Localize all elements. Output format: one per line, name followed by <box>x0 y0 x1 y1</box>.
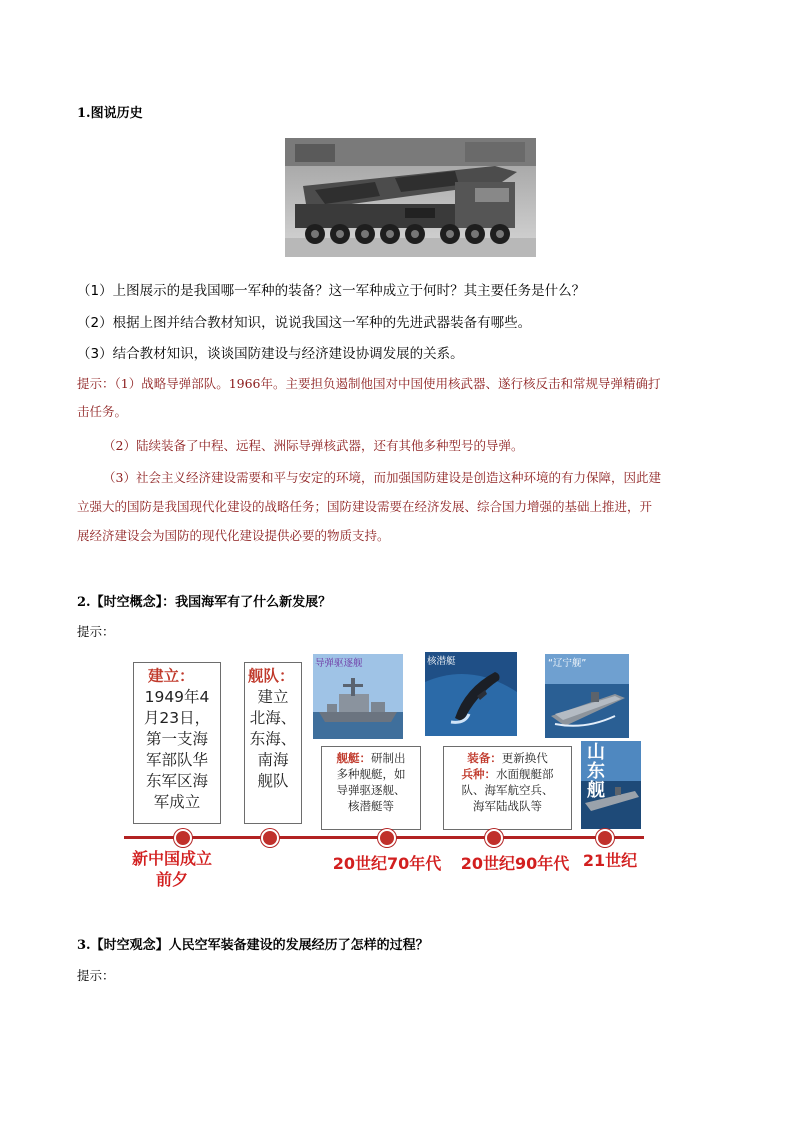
timeline-dot <box>378 829 396 847</box>
box4-text1: 更新换代 <box>501 751 548 765</box>
era1-line2: 前夕 <box>155 870 188 889</box>
destroyer-label: 导弹驱逐舰 <box>315 658 363 669</box>
box1-line: 军部队华 <box>145 751 208 769</box>
timeline-dot <box>596 829 614 847</box>
carrier-label: “辽宁舰” <box>548 658 587 669</box>
era1-line1: 新中国成立 <box>131 849 212 868</box>
box3-title: 舰艇： <box>336 751 371 765</box>
question-3: （3）结合教材知识，谈谈国防建设与经济建设协调发展的关系。 <box>77 346 464 362</box>
box1-line: 月23日， <box>143 709 211 727</box>
box2-line: 东海、 <box>249 730 297 748</box>
answer-3-line2: 立强大的国防是我国现代化建设的战略任务；国防建设需要在经济发展、综合国力增强的基础上推进，开 <box>77 499 653 514</box>
era-1970s: 20世纪70年代 <box>332 854 442 873</box>
box3-line: 多种舰艇，如 <box>336 767 406 781</box>
section3-heading: 3.【时空观念】人民空军装备建设的发展经历了怎样的过程？ <box>77 938 429 953</box>
box4-title1: 装备： <box>467 751 502 765</box>
section2-hint: 提示： <box>77 624 115 639</box>
shandong-carrier-photo <box>581 741 641 829</box>
box1-line: 军成立 <box>153 793 201 811</box>
box4-line: 队、海军航空兵、 <box>461 783 554 797</box>
missile-vehicle-photo <box>285 138 536 257</box>
section2-heading: 2.【时空概念】：我国海军有了什么新发展？ <box>77 595 332 610</box>
box2-line: 舰队 <box>257 772 289 790</box>
timeline-dot <box>174 829 192 847</box>
section1-heading: 1.图说历史 <box>77 106 143 121</box>
box4-title2: 兵种： <box>461 767 496 781</box>
equipment-box <box>443 746 572 830</box>
box1-line: 1949年4 <box>144 688 210 706</box>
box2-line: 南海 <box>257 751 289 769</box>
answer-1-line1: 提示：（1）战略导弹部队。1966年。主要担负遏制他国对中国使用核武器、遂行核反击和常规导弹精确打 <box>77 376 661 391</box>
answer-3-line1: （3）社会主义经济建设需要和平与安定的环境，而加强国防建设是创造这种环境的有力保障，因此建 <box>103 470 661 485</box>
box4-line: 海军陆战队等 <box>473 799 542 813</box>
box1-line: 第一支海 <box>145 730 208 748</box>
shandong-label: 山东舰 <box>587 742 605 801</box>
box4-text2: 水面舰艇部 <box>496 767 554 781</box>
box3-line: 导弹驱逐舰、 <box>336 783 406 797</box>
liaoning-carrier-photo <box>545 654 629 738</box>
question-2: （2）根据上图并结合教材知识，说说我国这一军种的先进武器装备有哪些。 <box>77 315 532 331</box>
timeline-dot <box>485 829 503 847</box>
box2-line: 北海、 <box>249 709 297 727</box>
era-founding <box>124 848 220 890</box>
box2-title: 舰队： <box>248 667 295 685</box>
answer-2: （2）陆续装备了中程、远程、洲际导弹核武器，还有其他多种型号的导弹。 <box>103 438 524 453</box>
submarine-label: 核潜艇 <box>427 656 456 667</box>
warships-box <box>321 746 421 830</box>
box2-line: 建立 <box>257 688 289 706</box>
question-1: （1）上图展示的是我国哪一军种的装备？这一军种成立于何时？其主要任务是什么？ <box>77 283 586 299</box>
box1-line: 东军区海 <box>145 772 208 790</box>
era-1990s: 20世纪90年代 <box>460 854 570 873</box>
answer-1-line2: 击任务。 <box>77 404 128 419</box>
answer-3-line3: 展经济建设会为国防的现代化建设提供必要的物质支持。 <box>77 528 390 543</box>
box1-title: 建立： <box>148 667 195 685</box>
era-21st-century: 21世纪 <box>582 851 638 870</box>
destroyer-photo <box>313 654 403 739</box>
box3-line: 核潜艇等 <box>348 799 394 813</box>
fleet-box <box>244 662 302 824</box>
section3-hint: 提示： <box>77 968 115 983</box>
timeline-dot <box>261 829 279 847</box>
navy-founding-box <box>133 662 221 824</box>
submarine-photo <box>425 652 517 736</box>
box3-first: 研制出 <box>371 751 406 765</box>
